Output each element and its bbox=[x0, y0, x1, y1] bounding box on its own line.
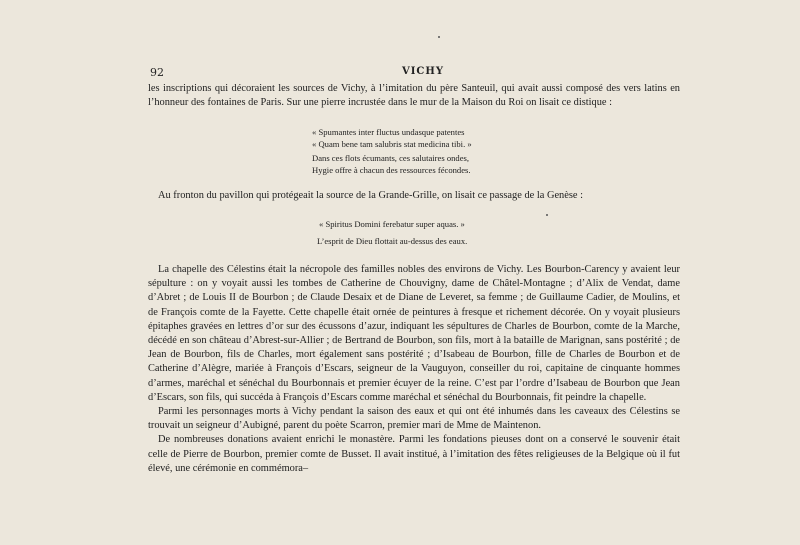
paragraph-donations: De nombreuses donations avaient enrichi le monastère. Parmi les fondations pieuses dont on a conservé le souvenir était celle de Pierre de Bourbon, premier comte de Busset. Il avait institué, à l’imitation des fêtes religieuses de la Belgique où il fut élevé, une cérémonie en commémora– bbox=[148, 434, 680, 474]
paragraph-aubigne: Parmi les personnages morts à Vichy pendant la saison des eaux et qui ont été inhumés dans les caveaux des Célestins se trouvait un seigneur d’Aubigné, parent du poète Scarron, premier mari de Mme de Maintenon. bbox=[148, 406, 680, 432]
fronton-block bbox=[158, 189, 678, 203]
main-text bbox=[148, 263, 680, 476]
running-title: VICHY bbox=[402, 66, 444, 77]
fronton-paragraph: Au fronton du pavillon qui protégeait la source de la Grande-Grille, on lisait ce passage de la Genèse : bbox=[158, 190, 584, 201]
intro-block bbox=[148, 82, 680, 110]
french-line-2: Hygie offre à chacun des ressources fécondes. bbox=[312, 164, 471, 175]
page-number: 92 bbox=[150, 66, 164, 79]
print-speck bbox=[546, 214, 548, 216]
paragraph-celestins: La chapelle des Célestins était la nécropole des familles nobles des environs de Vichy. Les Bourbon-Carency y avaient leur sépulture : on y voyait aussi les tombes de Catherine de Chouvigny, dame de Châtel-Montagne ; d’Alix de Vendat, dame d’Abret ; de Louis II de Bourbon ; de Claude Desaix et de Diane de Leveret, sa femme ; de Guillaume Cadier, de Moulins, et de François comte de la Fayette. Cette chapelle était ornée de peintures à fresque et richement décorée. On y voyait plusieurs épitaphes gravées en lettres d’or sur des écussons d’azur, indiquant les sépultures de Charles de Bourbon, comte de la Marche, décédé en son château d’Abrest-sur-Allier ; de Bertrand de Bourbon, son fils, mort à la bataille de Marignan, sans postérité ; de Jean de Bourbon, fils de Charles, mort également sans postérité ; d’Isabeau de Bourbon, fille de Charles de Bourbon et de Catherine d’Alègre, mariée à François d’Escars, seigneur de la Vauguyon, conseiller du roi, capitaine de cinquante hommes d’armes, maréchal et sénéchal du Bourbonnais et premier écuyer de la reine. C’est par l’ordre d’Isabeau de Bourbon que Jean d’Escars, son fils, qui succéda à François d’Escars comme maréchal et sénéchal du Bourbonnais, fit peindre la chapelle. bbox=[148, 264, 680, 403]
intro-paragraph: les inscriptions qui décoraient les sources de Vichy, à l’imitation du père Santeuil, qui avait aussi composé des vers latins en l’honneur des fontaines de Paris. Sur une pierre incrustée dans le mur de la Maison du Roi on lisait ce distique : bbox=[148, 83, 680, 109]
latin-line-1: « Spumantes inter fluctus undasque patentes bbox=[312, 127, 465, 137]
genesis-french-line: L’esprit de Dieu flottait au-dessus des eaux. bbox=[317, 236, 468, 246]
genesis-french bbox=[317, 236, 467, 248]
french-distich bbox=[312, 153, 471, 176]
page-header bbox=[150, 66, 680, 82]
genesis-latin-line: « Spiritus Domini ferebatur super aquas. » bbox=[319, 219, 465, 229]
latin-line-2: « Quam bene tam salubris stat medicina tibi. » bbox=[312, 138, 472, 149]
print-speck bbox=[438, 36, 440, 38]
french-line-1: Dans ces flots écumants, ces salutaires ondes, bbox=[312, 153, 470, 163]
latin-distich bbox=[312, 127, 472, 150]
genesis-latin bbox=[319, 219, 465, 231]
